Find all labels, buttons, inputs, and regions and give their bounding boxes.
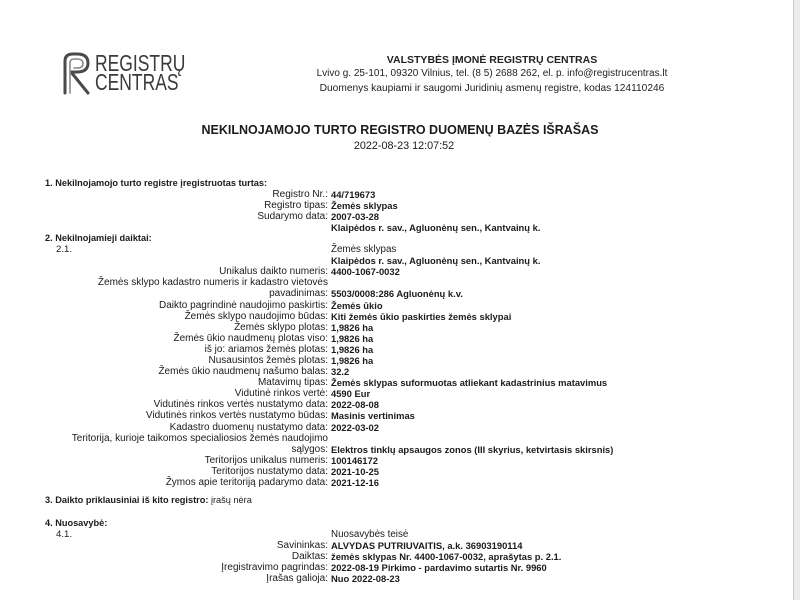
cadastre-label-row <box>0 277 800 288</box>
section4 <box>0 518 800 585</box>
field-value: Žemės ūkio <box>331 299 383 311</box>
field-label: Registro tipas: <box>264 199 328 211</box>
field-value: 2022-08-19 Pirkimo - pardavimo sutartis Nr. 9960 <box>331 561 547 573</box>
item-address-row <box>0 255 800 266</box>
logo-text-line2: CENTRAS <box>95 69 179 95</box>
field-value: Nuo 2022-08-23 <box>331 572 400 584</box>
field-label: iš jo: ariamos žemės plotas: <box>204 343 328 355</box>
territory-mark-date-row <box>0 477 800 488</box>
section3-row <box>0 495 800 506</box>
field-value: 44/719673 <box>331 188 376 200</box>
productivity-score-row <box>0 366 800 377</box>
field-label: Įrašas galioja: <box>266 572 328 584</box>
drained-area-row <box>0 355 800 366</box>
item-type: Žemės sklypas <box>331 244 397 256</box>
field-label: Vidutinė rinkos vertė: <box>234 388 328 400</box>
item-4-1-row <box>0 529 800 540</box>
field-value: 4590 Eur <box>331 388 371 400</box>
logo-text-line1: REGISTRŲ <box>95 50 186 76</box>
field-value: 100146172 <box>331 454 378 466</box>
section1-heading: 1. Nekilnojamojo turto registre įregistruotas turtas: <box>45 177 268 188</box>
section3-heading: 3. Daikto priklausiniai iš kito registro: <box>45 494 209 505</box>
registru-centras-logo <box>60 50 195 96</box>
registru-centras-logo-mark-icon <box>60 51 92 95</box>
sections-1-2 <box>0 178 800 489</box>
cadastre-data-date-row <box>0 422 800 433</box>
ownership-right-type: Nuosavybės teisė <box>331 528 409 540</box>
organization-contacts: Lvivo g. 25-101, 09320 Vilnius, tel. (8 5) 2688 262, el. p. info@registrucentras.lt <box>316 67 668 79</box>
field-label: Teritorijos nustatymo data: <box>211 465 328 477</box>
section1-heading-row <box>0 178 800 189</box>
owner-row <box>0 540 800 551</box>
field-value: Masinis vertinimas <box>331 410 415 422</box>
field-label: Kadastro duomenų nustatymo data: <box>169 421 328 433</box>
field-value: 32.2 <box>331 366 350 378</box>
field-label: Žemės ūkio naudmenų plotas viso: <box>173 332 328 344</box>
section2-heading: 2. Nekilnojamieji daiktai: <box>45 232 152 243</box>
field-label: Žemės sklypo plotas: <box>234 321 328 333</box>
registry-type-row <box>0 200 800 211</box>
arable-area-row <box>0 344 800 355</box>
field-value: Žemės sklypas suformuotas atliekant kadastrinius matavimus <box>331 377 608 389</box>
object-row <box>0 551 800 562</box>
field-label: Žemės ūkio naudmenų našumo balas: <box>158 366 328 378</box>
main-purpose-row <box>0 300 800 311</box>
item-number: 2.1. <box>56 244 73 256</box>
field-label: Vidutinės rinkos vertės nustatymo būdas: <box>145 410 328 422</box>
market-value-method-row <box>0 410 800 421</box>
special-territory-label-row <box>0 433 800 444</box>
field-value: Elektros tinklų apsaugos zonos (III skyrius, ketvirtasis skirsnis) <box>331 443 614 455</box>
field-value: Žemės sklypas <box>331 199 398 211</box>
field-value: 5503/0008:286 Agluonėnų k.v. <box>331 288 463 300</box>
field-value: 1,9826 ha <box>331 343 374 355</box>
field-value: 2021-12-16 <box>331 477 379 489</box>
document-title: NEKILNOJAMOJO TURTO REGISTRO DUOMENŲ BAZĖS IŠRAŠAS <box>201 123 599 137</box>
section3 <box>0 495 800 506</box>
entry-valid-row <box>0 573 800 584</box>
territory-number-row <box>0 455 800 466</box>
item-number: 4.1. <box>56 528 73 540</box>
field-label: Unikalus daikto numeris: <box>219 266 328 278</box>
field-label: pavadinimas: <box>269 288 328 300</box>
field-label: Matavimų tipas: <box>257 377 328 389</box>
item-address: Klaipėdos r. sav., Agluonėnų sen., Kantvainų k. <box>331 255 541 267</box>
territory-date-row <box>0 466 800 477</box>
section4-heading-row <box>0 518 800 529</box>
field-value: 4400-1067-0032 <box>331 266 400 278</box>
organization-registry-note: Duomenys kaupiami ir saugomi Juridinių asmenų registre, kodas 124110246 <box>319 82 665 94</box>
cadastre-number-row <box>0 288 800 299</box>
land-use-method-row <box>0 311 800 322</box>
field-value: 2022-08-08 <box>331 399 379 411</box>
plot-area-row <box>0 322 800 333</box>
field-value: žemės sklypas Nr. 4400-1067-0032, aprašytas p. 2.1. <box>331 550 562 562</box>
registration-basis-row <box>0 562 800 573</box>
field-label: Savininkas: <box>276 539 328 551</box>
property-address: Klaipėdos r. sav., Agluonėnų sen., Kantvainų k. <box>331 221 541 233</box>
field-label: sąlygos: <box>291 443 328 455</box>
section3-line <box>45 495 252 506</box>
field-value: 2022-03-02 <box>331 421 379 433</box>
unique-number-row <box>0 266 800 277</box>
item-2-1-row <box>0 244 800 255</box>
organization-name: VALSTYBĖS ĮMONĖ REGISTRŲ CENTRAS <box>386 53 598 66</box>
registry-number-row <box>0 189 800 200</box>
section2-heading-row <box>0 233 800 244</box>
field-value: 1,9826 ha <box>331 332 374 344</box>
market-value-date-row <box>0 399 800 410</box>
field-value: 1,9826 ha <box>331 321 374 333</box>
field-label: Žymos apie teritoriją padarymo data: <box>165 477 328 489</box>
measurement-type-row <box>0 377 800 388</box>
field-label: Daikto pagrindinė naudojimo paskirtis: <box>159 299 328 311</box>
field-label: Registro Nr.: <box>272 188 328 200</box>
field-value: 2007-03-28 <box>331 210 379 222</box>
field-label: Žemės sklypo naudojimo būdas: <box>184 310 328 322</box>
field-label: Žemės sklypo kadastro numeris ir kadastro vietovės <box>97 277 328 289</box>
market-value-row <box>0 388 800 399</box>
section3-value: įrašų nėra <box>210 494 252 505</box>
creation-date-row <box>0 211 800 222</box>
field-label: Daiktas: <box>291 550 328 562</box>
field-label: Vidutinės rinkos vertės nustatymo data: <box>153 399 328 411</box>
field-label: Teritorijos unikalus numeris: <box>204 454 328 466</box>
special-conditions-row <box>0 444 800 455</box>
field-label: Teritorija, kurioje taikomos specialiosios žemės naudojimo <box>71 432 328 444</box>
field-label: Sudarymo data: <box>257 210 328 222</box>
section4-heading: 4. Nuosavybė: <box>45 517 108 528</box>
field-label: Įregistravimo pagrindas: <box>221 561 328 573</box>
field-value: 1,9826 ha <box>331 355 374 366</box>
field-value: ALVYDAS PUTRIUVAITIS, a.k. 36903190114 <box>331 539 523 551</box>
field-value: 2021-10-25 <box>331 465 379 477</box>
section1-address-row <box>0 222 800 233</box>
field-value: Kiti žemės ūkio paskirties žemės sklypai <box>331 310 512 322</box>
agricultural-area-row <box>0 333 800 344</box>
document-datetime: 2022-08-23 12:07:52 <box>353 140 455 152</box>
field-label: Nusausintos žemės plotas: <box>208 355 328 366</box>
